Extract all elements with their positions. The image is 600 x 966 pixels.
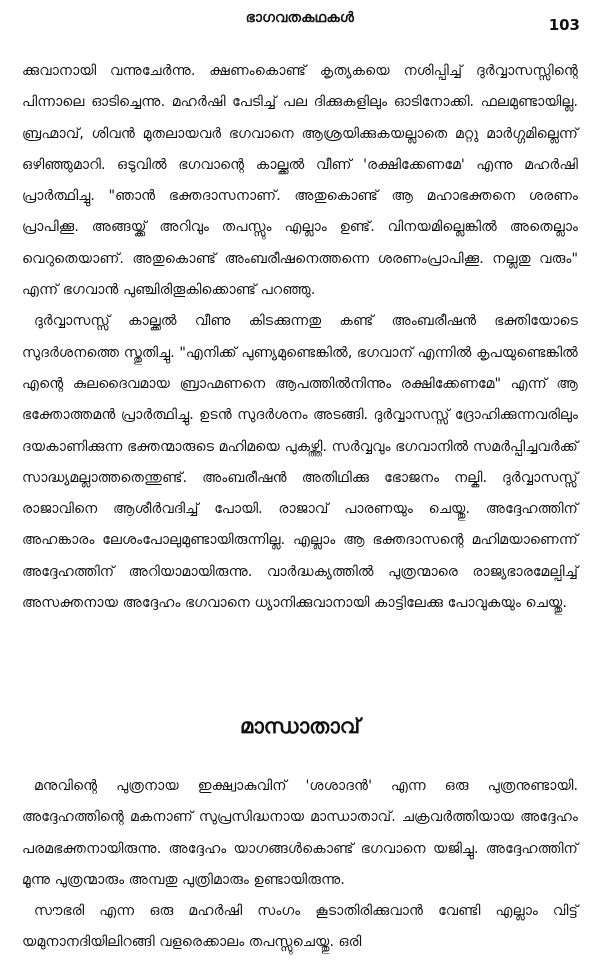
paragraph: ക്കുവാനായി വന്നുചേർന്നു. ക്ഷണംകൊണ്ട് കൃത്യകയെ നശിപ്പിച്ച് ദുർവ്വാസസ്സിന്റെ പിന്നാലെ ഓടിച്ചെന്നു. മഹർഷി പേടിച്ച് പല ദിക്കുകളിലും ഓടിനോക്കി. ഫലമുണ്ടായില്ല. ബ്രഹ്മാവ്, ശിവൻ മുതലായവർ ഭഗവാനെ ആശ്രയിക്കുകയല്ലാതെ മറ്റു മാർഗ്ഗമില്ലെന്ന് ഒഴിഞ്ഞുമാറി. ഒടുവിൽ ഭഗവാന്റെ കാല്ക്കൽ വീണ് 'രക്ഷിക്കേണമേ' എന്നു മഹർഷി പ്രാർത്ഥിച്ചു. "ഞാൻ ഭക്തദാസനാണ്. അതുകൊണ്ട് ആ മഹാഭക്തനെ ശരണം പ്രാപിക്കൂ. അങ്ങയ്ക്ക് അറിവും തപസ്സും എല്ലാം ഉണ്ട്. വിനയമില്ലെങ്കിൽ അതെല്ലാം വെറുതെയാണ്. അതുകൊണ്ട് അംബരീഷനെത്തന്നെ ശരണംപ്രാപിക്കൂ. നല്ലതു വരും" എന്ന് ഭഗവാൻ പുഞ്ചിരിതൂകിക്കൊണ്ട് പറഞ്ഞു.	[22, 63, 578, 299]
running-title: ഭാഗവതകഥകൾ	[245, 10, 355, 26]
chapter-title: മാന്ധാതാവ്	[239, 714, 361, 738]
page-header	[0, 10, 600, 40]
paragraph: ദുർവ്വാസസ്സ് കാല്ക്കൽ വീണു കിടക്കുന്നതു കണ്ട് അംബരീഷൻ ഭക്തിയോടെ സുദർശനത്തെ സ്തുതിച്ചു. "എനിക്ക് പുണ്യമുണ്ടെങ്കിൽ, ഭഗവാന് എന്നിൽ കൃപയുണ്ടെങ്കിൽ എന്റെ കുലദൈവമായ ബ്രാഹ്മണനെ ആപത്തിൽനിന്നും രക്ഷിക്കേണമേ" എന്ന് ആ ഭക്തോത്തമൻ പ്രാർത്ഥിച്ചു. ഉടൻ സുദർശനം അടങ്ങി. ദുർവ്വാസസ്സ് ദ്രോഹിക്കുന്നവരിലും ദയകാണിക്കുന്ന ഭക്തന്മാരുടെ മഹിമയെ പുകഴ്ത്തി. സർവ്വവും ഭഗവാനിൽ സമർപ്പിച്ചവർക്ക് സാദ്ധ്യമല്ലാത്തതെന്തുണ്ട്. അംബരീഷൻ അതിഥിക്കു ഭോജനം നല്കി. ദുർവ്വാസസ്സ് രാജാവിനെ ആശീർവദിച്ച് പോയി. രാജാവ് പാരണയും ചെയ്തു. അദ്ദേഹത്തിന് അഹങ്കാരം ലേശംപോലുമുണ്ടായിരുന്നില്ല. എല്ലാം ആ ഭക്തദാസന്റെ മഹിമയാണെന്ന് അദ്ദേഹത്തിന് അറിയാമായിരുന്നു. വാർദ്ധക്യത്തിൽ പുത്രന്മാരെ രാജ്യഭാരമേല്പിച്ച് അസക്തനായ അദ്ദേഹം ഭഗവാനെ ധ്യാനിക്കുവാനായി കാട്ടിലേക്കു പോവുകയും ചെയ്തു.	[22, 313, 578, 612]
paragraph: മനുവിന്റെ പുത്രനായ ഇക്ഷ്വാകുവിന് 'ശശാദൻ' എന്ന ഒരു പുത്രനുണ്ടായി. അദ്ദേഹത്തിന്റെ മകനാണ് സുപ്രസിദ്ധനായ മാന്ധാതാവ്. ചക്രവർത്തിയായ അദ്ദേഹം പരമഭക്തനായിരുന്നു. അദ്ദേഹം യാഗങ്ങൾകൊണ്ട് ഭഗവാനെ യജിച്ചു. അദ്ദേഹത്തിന് മൂന്നു പുത്രന്മാരും അമ്പതു പുത്രിമാരും ഉണ്ടായിരുന്നു.	[22, 778, 578, 888]
page-number: 103	[548, 16, 580, 34]
body-text-section-1	[22, 56, 578, 619]
paragraph: സൗഭരി എന്ന ഒരു മഹർഷി സംഗം കൂടാതിരിക്കുവാൻ വേണ്ടി എല്ലാം വിട്ട് യമുനാനദിയിലിറങ്ങി വളരെക്കാലം തപസ്സുചെയ്തു. ഒരി	[22, 903, 578, 951]
body-text-section-2	[22, 771, 578, 959]
